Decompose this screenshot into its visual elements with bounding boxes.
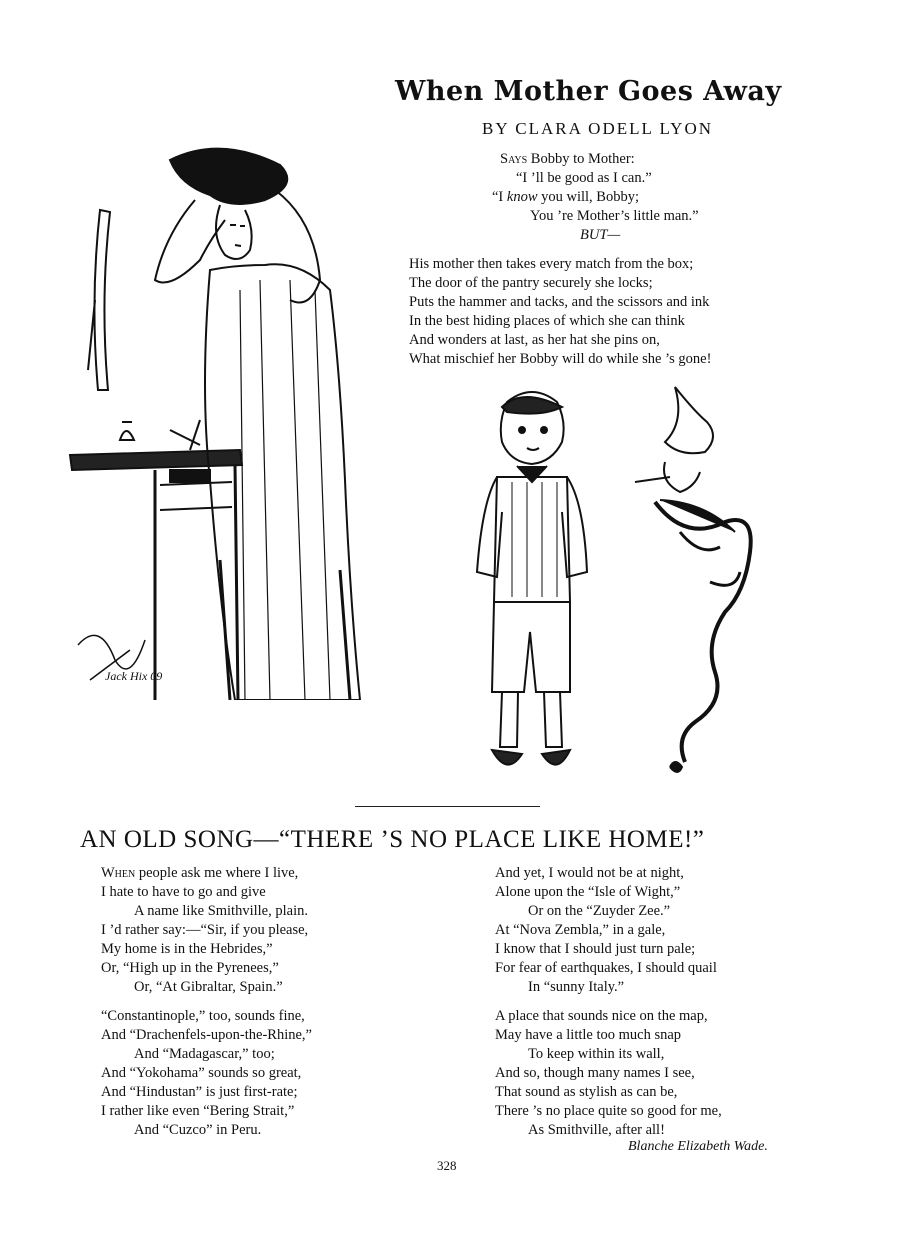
poem-line: And yet, I would not be at night, xyxy=(495,865,684,881)
poem-line: To keep within its wall, xyxy=(528,1046,665,1062)
poem2-headline: AN OLD SONG—“THERE ’S NO PLACE LIKE HOME!” xyxy=(80,826,705,853)
poem-line: My home is in the Hebrides,” xyxy=(101,941,273,957)
poem-line: A place that sounds nice on the map, xyxy=(495,1008,708,1024)
poem-line: I rather like even “Bering Strait,” xyxy=(101,1103,295,1119)
poem-line: When people ask me where I live, xyxy=(101,865,299,881)
poem-line: And “Madagascar,” too; xyxy=(134,1046,275,1062)
poem-line: Or, “High up in the Pyrenees,” xyxy=(101,960,279,976)
poem-line: “Constantinople,” too, sounds fine, xyxy=(101,1008,305,1024)
poem-stanza-top xyxy=(492,150,699,245)
poem-line: And “Yokohama” sounds so great, xyxy=(101,1065,302,1081)
poem-line: Or on the “Zuyder Zee.” xyxy=(528,903,671,919)
poem-line: A name like Smithville, plain. xyxy=(134,903,308,919)
poem-line: Puts the hammer and tacks, and the scissors and ink xyxy=(409,294,710,310)
poem-byline: BY CLARA ODELL LYON xyxy=(482,119,714,138)
woman-illustration xyxy=(60,140,420,700)
poem-line: I know that I should just turn pale; xyxy=(495,941,696,957)
imp-illustration xyxy=(625,382,775,782)
section-divider xyxy=(355,806,540,807)
poem-line: In the best hiding places of which she can think xyxy=(409,313,685,329)
poem-line: Says Bobby to Mother: xyxy=(500,151,635,167)
poem2-left-column xyxy=(101,864,312,1140)
poem2-author: Blanche Elizabeth Wade. xyxy=(628,1139,768,1154)
poem-line: In “sunny Italy.” xyxy=(528,979,625,995)
poem-line: And “Hindustan” is just first-rate; xyxy=(101,1084,298,1100)
poem-line: And so, though many names I see, xyxy=(495,1065,695,1081)
poem-line: “I know you will, Bobby; xyxy=(492,189,640,205)
poem-line: You ’re Mother’s little man.” xyxy=(530,208,699,224)
poem-line: And “Cuzco” in Peru. xyxy=(134,1122,262,1138)
poem-line: What mischief her Bobby will do while she ’s gone! xyxy=(409,351,712,367)
poem-stanza-bottom xyxy=(409,255,711,369)
poem-line: Or, “At Gibraltar, Spain.” xyxy=(134,979,283,995)
poem2-right-column xyxy=(495,864,722,1140)
poem-line: At “Nova Zembla,” in a gale, xyxy=(495,922,666,938)
page-number: 328 xyxy=(437,1158,457,1173)
boy-illustration xyxy=(462,382,602,792)
poem-line: I hate to have to go and give xyxy=(101,884,266,900)
poem-line: And wonders at last, as her hat she pins on, xyxy=(409,332,660,348)
poem-line: His mother then takes every match from the box; xyxy=(409,256,694,272)
poem-line: As Smithville, after all! xyxy=(528,1122,665,1138)
poem-line: Alone upon the “Isle of Wight,” xyxy=(495,884,681,900)
poem-line: BUT— xyxy=(580,227,621,243)
poem-line: That sound as stylish as can be, xyxy=(495,1084,678,1100)
poem-line: And “Drachenfels-upon-the-Rhine,” xyxy=(101,1027,312,1043)
poem-line: For fear of earthquakes, I should quail xyxy=(495,960,717,976)
poem-line: There ’s no place quite so good for me, xyxy=(495,1103,722,1119)
poem-line: The door of the pantry securely she locks; xyxy=(409,275,653,291)
poem-line: I ’d rather say:—“Sir, if you please, xyxy=(101,922,309,938)
poem-title: When Mother Goes Away xyxy=(395,76,782,107)
poem-line: “I ’ll be good as I can.” xyxy=(516,170,652,186)
poem-line: May have a little too much snap xyxy=(495,1027,682,1043)
artist-signature: Jack Hix 09 xyxy=(105,669,163,683)
